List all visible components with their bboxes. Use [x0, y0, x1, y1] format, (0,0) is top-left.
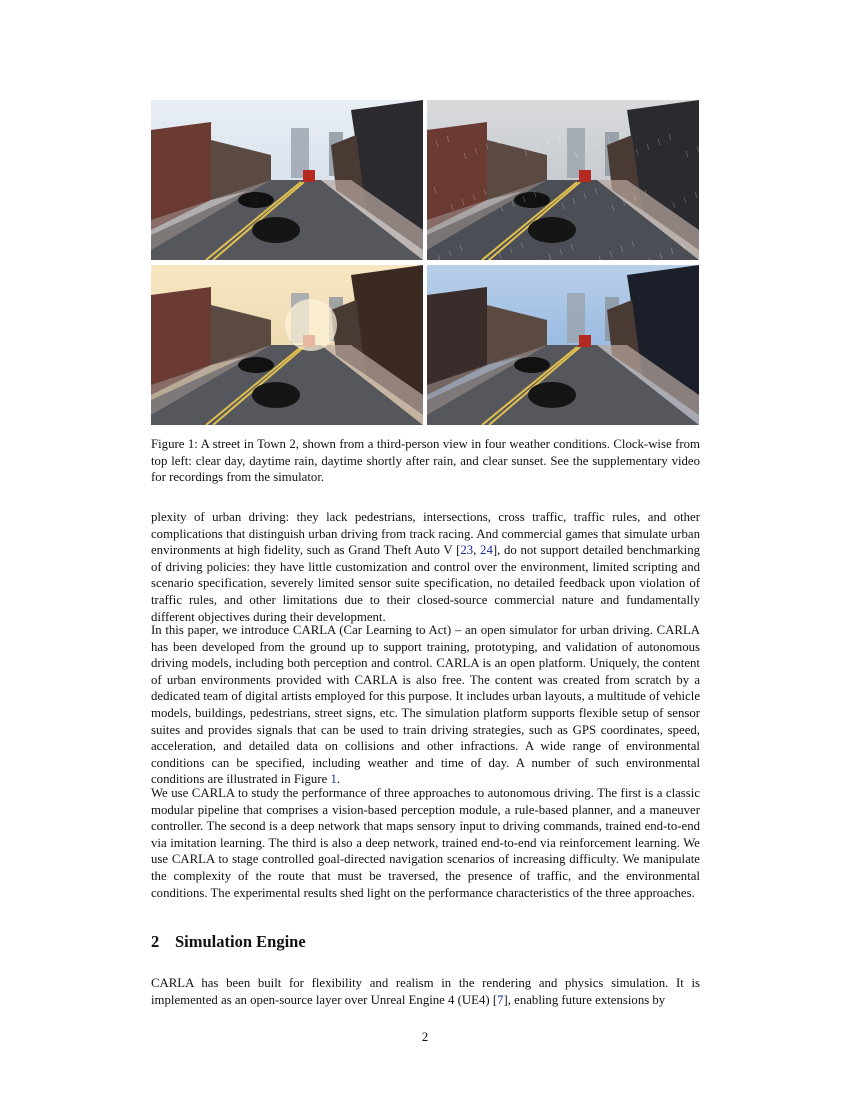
citation-separator: ,: [473, 543, 481, 558]
section-heading: [151, 932, 306, 952]
figure-panel-daytime-rain: [427, 100, 699, 260]
figure-panel-clear-day: [151, 100, 423, 260]
paragraph-2-text-a: In this paper, we introduce CARLA (Car Learning to Act) – an open simulator for urban driving. CARLA has been developed from the ground up to support training, prototyping, and validation of autonomous driving models, including both perception and control. CARLA is an open platform. Uniquely, the content of urban environments provided with CARLA is also free. The content was created from scratch by a dedicated team of digital artists employed for this purpose. It includes urban layouts, a multitude of vehicle models, buildings, pedestrians, street signs, etc. The simulation platform supports flexible setup of sensor suites and provides signals that can be used to train driving strategies, such as GPS coordinates, speed, acceleration, and detailed data on collisions and other infractions. A wide range of environmental conditions can be specified, including weather and time of day. A number of such environmental conditions are illustrated in Figure: [151, 623, 700, 787]
citation-link-7[interactable]: 7: [497, 992, 504, 1007]
paragraph-2: [151, 622, 700, 788]
citation-link-24[interactable]: 24: [480, 543, 493, 558]
page-number: 2: [421, 1029, 429, 1044]
paragraph-1-text-a: plexity of urban driving: they lack pedestrians, intersections, cross traffic, traffic rules, and other complications that distinguish urban driving from track racing. And commercial games that simulate urban environments at high fidelity, such as Grand Theft Auto V [: [151, 510, 700, 558]
figure-panel-after-rain: [427, 265, 699, 425]
section-number: 2: [151, 932, 160, 951]
paragraph-1-text-b: ], do not support detailed benchmarking of driving policies: they have little customization and control over the environment, limited scripting and scenario specification, severely limited sensor suite specification, no detailed feedback upon violation of traffic rules, and other limitations due to their closed-source commercial nature and fundamentally different objectives during their development.: [151, 543, 700, 624]
paragraph-4: [151, 975, 700, 1008]
street-scene-illustration: [151, 100, 423, 260]
section-title: Simulation Engine: [175, 932, 306, 951]
figure-caption: Figure 1: A street in Town 2, shown from a third-person view in four weather conditions. Clock-wise from top left: clear day, daytime rain, daytime shortly after rain, and clear sunset. See the supplementary video for recordings from the simulator.: [151, 437, 700, 484]
figure-panel-clear-sunset: [151, 265, 423, 425]
paragraph-2-text-b: .: [336, 772, 341, 787]
paragraph-4-text-b: ], enabling future extensions by: [503, 992, 666, 1007]
paragraph-1: [151, 509, 700, 625]
street-scene-illustration: [427, 265, 699, 425]
paragraph-3: We use CARLA to study the performance of three approaches to autonomous driving. The first is a classic modular pipeline that comprises a vision-based perception module, a rule-based planner, and a maneuver controller. The second is a deep network that maps sensory input to driving commands, trained end-to-end via imitation learning. The third is also a deep network, trained end-to-end via reinforcement learning. We use CARLA to stage controlled goal-directed navigation scenarios of increasing difficulty. We manipulate the complexity of the route that must be traversed, the presence of traffic, and the environmental conditions. The experimental results shed light on the performance characteristics of the three approaches.: [151, 786, 700, 900]
street-scene-illustration: [427, 100, 699, 260]
paragraph-4-text-a: CARLA has been built for flexibility and realism in the rendering and physics simulation. It is implemented as an open-source layer over Unreal Engine 4 (UE4) [: [151, 976, 700, 1007]
street-scene-illustration: [151, 265, 423, 425]
figure-1: [151, 100, 699, 425]
figure-ref-link[interactable]: 1: [330, 772, 337, 787]
citation-link-23[interactable]: 23: [460, 543, 474, 558]
